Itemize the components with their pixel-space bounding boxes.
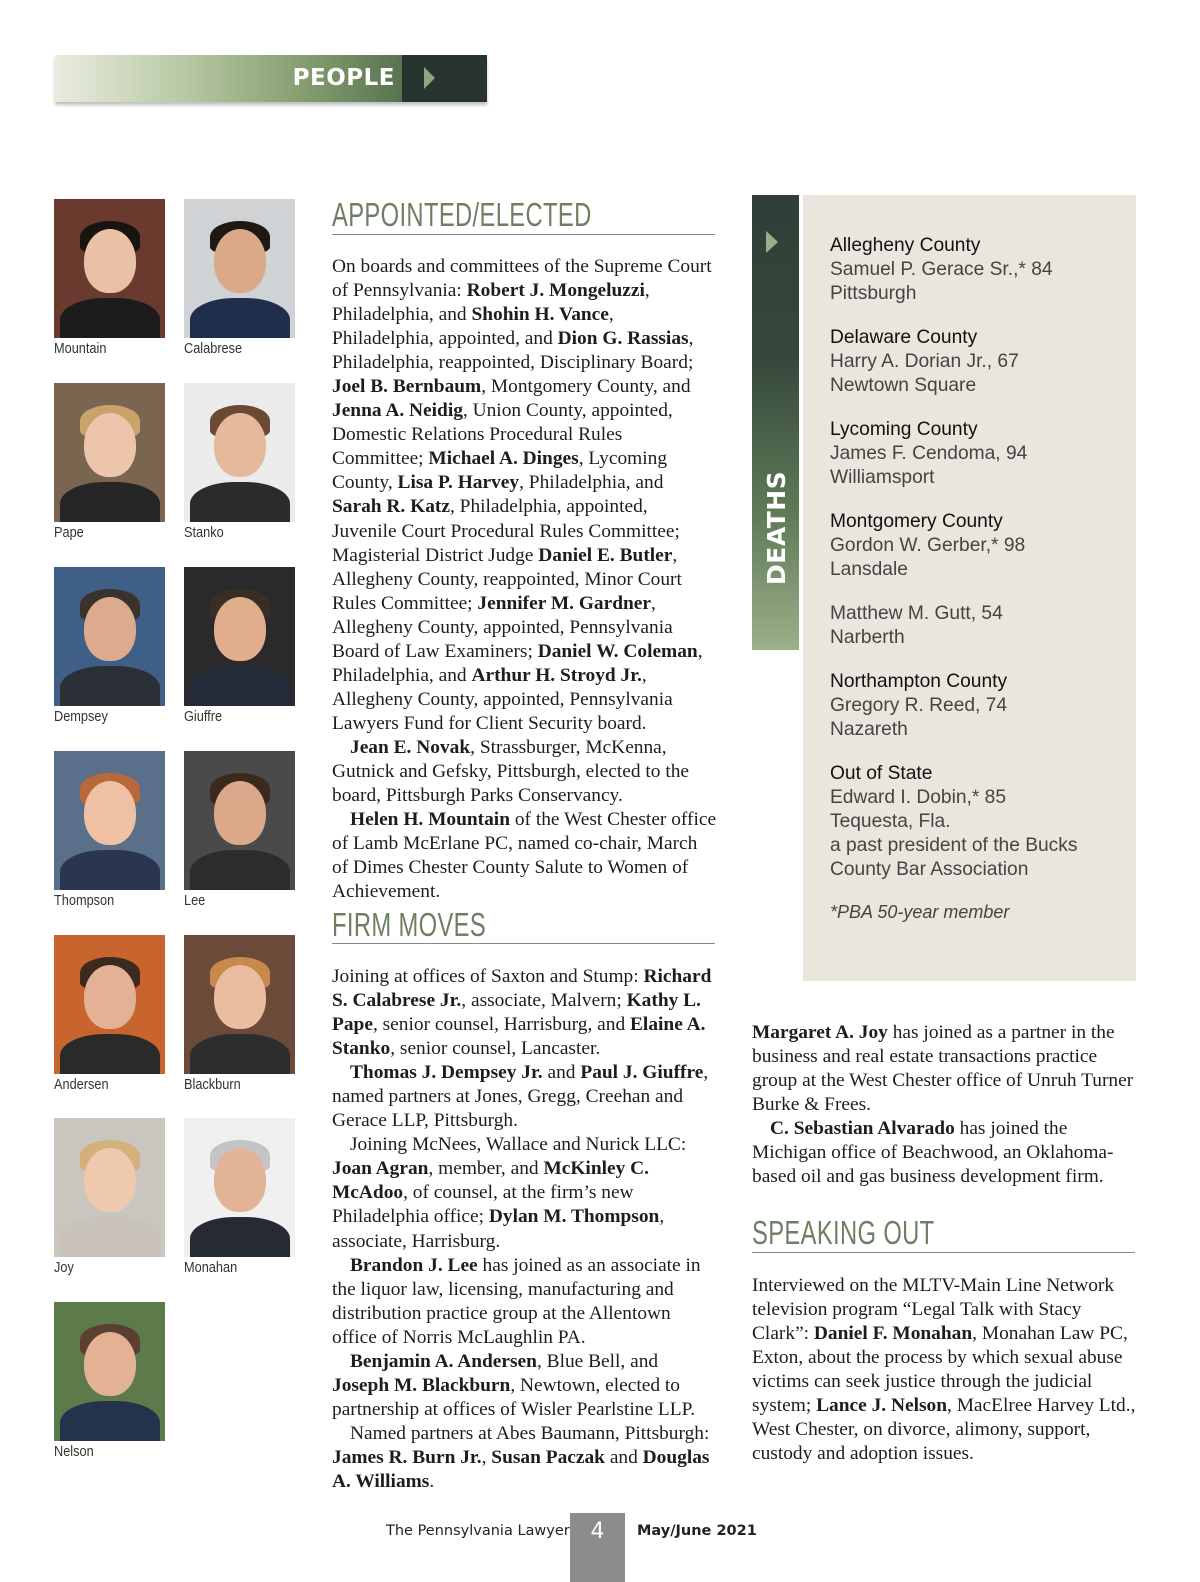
text-run: , Montgomery County, and [481, 376, 691, 398]
photo-body-shape [60, 1217, 160, 1257]
paragraph [332, 1350, 717, 1422]
person-name: Daniel W. Coleman [537, 640, 698, 662]
death-detail: Edward I. Dobin,* 85 [830, 787, 1006, 808]
death-entry [830, 762, 1130, 882]
photo-face-shape [84, 1332, 136, 1396]
headshot-photo [54, 1302, 165, 1441]
photo-caption: Joy [54, 1259, 74, 1276]
play-arrow-icon [766, 231, 778, 253]
section-header-tab [55, 55, 487, 102]
photo-body-shape [60, 666, 160, 706]
person-name: Thomas J. Dempsey Jr. [350, 1062, 543, 1084]
text-run: Named partners at Abes Baumann, Pittsburgh: [350, 1422, 710, 1444]
person-name: Joan Agran [332, 1158, 429, 1180]
headshot-photo [54, 751, 165, 890]
person-name: Dion G. Rassias [557, 328, 689, 350]
text-run: has joined as a partner in the business and real estate transactions practice group at the West Chester office of Unruh Turner Burke & Frees. [752, 1022, 1134, 1116]
photo-caption: Pape [54, 524, 84, 541]
firm-moves-rule [332, 943, 715, 944]
text-run: , Philadelphia, and [519, 472, 664, 494]
text-run: , senior counsel, Harrisburg, and [372, 1014, 630, 1036]
paragraph [332, 1422, 717, 1494]
headshot-photo [54, 567, 165, 706]
person-name: Daniel E. Butler [538, 544, 673, 566]
person-name: Kathy L. Pape [332, 990, 701, 1036]
text-run: , Allegheny County, reappointed, Minor Court Rules Committee; [332, 544, 682, 614]
photo-body-shape [190, 850, 290, 890]
person-name: James R. Burn Jr. [332, 1446, 482, 1468]
text-run: , Allegheny County, appointed, Pennsylvania Lawyers Fund for Client Security board. [332, 664, 673, 734]
person-name: Jean E. Novak [350, 736, 471, 758]
photo-body-shape [60, 298, 160, 338]
death-detail: Harry A. Dorian Jr., 67 [830, 351, 1019, 372]
death-entry [830, 510, 1130, 582]
text-run: , senior counsel, Lancaster. [390, 1038, 601, 1060]
photo-caption: Calabrese [184, 340, 243, 357]
paragraph [332, 1254, 717, 1350]
headshot-photo [184, 935, 295, 1074]
person-name: Daniel F. Monahan [813, 1323, 973, 1345]
text-run: , Philadelphia, appointed, Juvenile Court Procedural Rules Committee; Magisterial District Judge [332, 496, 680, 566]
text-run: has joined the Michigan office of Beachwood, an Oklahoma-based oil and gas business development firm. [752, 1118, 1114, 1188]
section-label: PEOPLE [292, 65, 395, 91]
footer-date: May/June 2021 [637, 1523, 757, 1539]
footer-publication: The Pennsylvania Lawyer [386, 1523, 570, 1539]
photo-face-shape [214, 597, 266, 661]
text-run: , MacElree Harvey Ltd., West Chester, on divorce, alimony, support, custody and adoption issues. [752, 1395, 1136, 1465]
death-detail: a past president of the Bucks County Bar Association [830, 835, 1078, 880]
person-name: Helen H. Mountain [350, 809, 510, 831]
text-run: , [481, 1446, 492, 1468]
death-detail: Williamsport [830, 467, 935, 488]
death-detail: Gregory R. Reed, 74 [830, 695, 1008, 716]
photo-face-shape [84, 781, 136, 845]
text-run: Joining McNees, Wallace and Nurick LLC: [350, 1134, 687, 1156]
header-arrow-box [402, 55, 487, 102]
county-name: Allegheny County [830, 235, 981, 256]
headshot-photo [184, 751, 295, 890]
person-name: Douglas A. Williams [332, 1446, 710, 1492]
page-number: 4 [570, 1513, 625, 1582]
text-run: , Allegheny County, appointed, Pennsylvania Board of Law Examiners; [332, 592, 673, 662]
photo-face-shape [214, 965, 266, 1029]
county-name: Delaware County [830, 327, 978, 348]
photo-caption: Andersen [54, 1076, 109, 1093]
person-name: Brandon J. Lee [350, 1254, 478, 1276]
text-run: , Philadelphia, appointed, and [332, 304, 614, 350]
person-name: Richard S. Calabrese Jr. [332, 966, 712, 1012]
photo-face-shape [84, 965, 136, 1029]
appointed-rule [332, 234, 715, 235]
death-detail: Samuel P. Gerace Sr.,* 84 [830, 259, 1053, 280]
photo-body-shape [60, 850, 160, 890]
photo-face-shape [214, 413, 266, 477]
text-run: , Monahan Law PC, Exton, about the process by which sexual abuse victims can seek justice through the judicial system; [752, 1323, 1128, 1417]
headshot-photo [184, 199, 295, 338]
firm-moves-body [332, 965, 717, 1494]
photo-body-shape [60, 482, 160, 522]
paragraph [332, 808, 717, 904]
photo-caption: Lee [184, 892, 206, 909]
text-run: , Philadelphia, and [332, 640, 703, 686]
death-detail: Lansdale [830, 559, 908, 580]
county-name: Out of State [830, 763, 933, 784]
person-name: Arthur H. Stroyd Jr. [471, 664, 642, 686]
paragraph [332, 736, 717, 808]
person-name: Jennifer M. Gardner [477, 592, 652, 614]
death-detail: Matthew M. Gutt, 54 [830, 603, 1003, 624]
text-run: , associate, Malvern; [461, 990, 627, 1012]
photo-body-shape [190, 1034, 290, 1074]
photo-caption: Stanko [184, 524, 224, 541]
headshot-photo [54, 383, 165, 522]
speaking-out-body [752, 1274, 1140, 1466]
photo-caption: Mountain [54, 340, 107, 357]
person-name: Susan Paczak [491, 1446, 605, 1468]
headshot-photo [54, 935, 165, 1074]
person-name: C. Sebastian Alvarado [770, 1118, 955, 1140]
death-entry [830, 602, 1130, 650]
deaths-label: DEATHS [762, 470, 791, 585]
death-detail: Pittsburgh [830, 283, 917, 304]
speaking-out-rule [752, 1252, 1135, 1253]
paragraph [332, 1133, 717, 1253]
text-run: On boards and committees of the Supreme Court of Pennsylvania: [332, 256, 712, 302]
photo-caption: Thompson [54, 892, 115, 909]
text-run: , associate, Harrisburg. [332, 1206, 665, 1252]
county-name: Montgomery County [830, 511, 1003, 532]
person-name: Elaine A. Stanko [332, 1014, 706, 1060]
text-run: . [429, 1470, 435, 1492]
death-entry [830, 670, 1130, 742]
firm-moves-title: FIRM MOVES [332, 906, 487, 943]
appointed-body [332, 255, 717, 904]
photo-caption: Nelson [54, 1443, 94, 1460]
photo-face-shape [214, 781, 266, 845]
play-arrow-icon [424, 67, 435, 89]
death-detail: Narberth [830, 627, 905, 648]
text-run: Interviewed on the MLTV-Main Line Network television program “Legal Talk with Stacy Clark”: [752, 1275, 1115, 1345]
person-name: Dylan M. Thompson [488, 1206, 660, 1228]
person-name: Sarah R. Katz [332, 496, 450, 518]
photo-caption: Dempsey [54, 708, 108, 725]
death-detail: Nazareth [830, 719, 908, 740]
text-run: , named partners at Jones, Gregg, Creehan and Gerace LLP, Pittsburgh. [332, 1062, 709, 1132]
death-detail: Tequesta, Fla. [830, 811, 951, 832]
pba-member-note: *PBA 50-year member [830, 902, 1010, 922]
text-run: and [604, 1446, 643, 1468]
photo-face-shape [84, 1148, 136, 1212]
text-run: , Philadelphia, reappointed, Disciplinary Board; [332, 328, 694, 374]
person-name: Michael A. Dinges [428, 448, 579, 470]
text-run: has joined as an associate in the liquor law, licensing, manufacturing and distribution practice group at the Allentown office of Norris McLaughlin PA. [332, 1254, 701, 1348]
photo-caption: Blackburn [184, 1076, 241, 1093]
firm-moves-continued-body [752, 1021, 1140, 1189]
text-run: , member, and [428, 1158, 544, 1180]
paragraph [332, 1061, 717, 1133]
death-detail: Gordon W. Gerber,* 98 [830, 535, 1026, 556]
photo-body-shape [190, 666, 290, 706]
person-name: Lisa P. Harvey [397, 472, 520, 494]
person-name: Paul J. Giuffre [580, 1062, 704, 1084]
county-name: Northampton County [830, 671, 1008, 692]
person-name: Margaret A. Joy [752, 1022, 888, 1043]
text-run: , Blue Bell, and [536, 1350, 659, 1372]
headshot-photo [184, 383, 295, 522]
person-name: Joel B. Bernbaum [332, 376, 482, 398]
headshot-photo [184, 1118, 295, 1257]
photo-body-shape [190, 298, 290, 338]
photo-body-shape [190, 1217, 290, 1257]
text-run: of the West Chester office of Lamb McErlane PC, named co-chair, March of Dimes Chester County Salute to Women of Achievement. [332, 809, 717, 903]
text-run: and [542, 1062, 581, 1084]
text-run: , Union County, appointed, Domestic Relations Procedural Rules Committee; [332, 400, 673, 470]
county-name: Lycoming County [830, 419, 978, 440]
photo-caption: Monahan [184, 1259, 238, 1276]
paragraph [332, 965, 717, 1061]
person-name: Robert J. Mongeluzzi [466, 280, 645, 302]
headshot-photo [54, 1118, 165, 1257]
death-detail: James F. Cendoma, 94 [830, 443, 1028, 464]
photo-face-shape [84, 597, 136, 661]
death-entry [830, 418, 1130, 490]
paragraph [752, 1274, 1140, 1466]
person-name: Shohin H. Vance [471, 304, 609, 326]
deaths-list [830, 234, 1130, 923]
text-run: , Newtown, elected to partnership at offices of Wisler Pearlstine LLP. [332, 1374, 696, 1420]
photo-body-shape [190, 482, 290, 522]
paragraph [752, 1117, 1140, 1189]
person-name: Joseph M. Blackburn [332, 1374, 511, 1396]
photo-caption: Giuffre [184, 708, 223, 725]
headshot-photo [184, 567, 295, 706]
deaths-bar [752, 195, 799, 650]
person-name: Benjamin A. Andersen [350, 1350, 537, 1372]
speaking-out-title: SPEAKING OUT [752, 1214, 935, 1251]
headshot-photo [54, 199, 165, 338]
paragraph [332, 255, 717, 736]
death-entry [830, 234, 1130, 306]
photo-body-shape [60, 1034, 160, 1074]
person-name: Jenna A. Neidig [332, 400, 463, 422]
death-detail: Newtown Square [830, 375, 977, 396]
photo-face-shape [214, 229, 266, 293]
text-run: , Lycoming County, [332, 448, 668, 494]
text-run: , Philadelphia, and [332, 280, 650, 326]
photo-face-shape [84, 229, 136, 293]
paragraph [752, 1021, 1140, 1117]
text-run: , Strassburger, McKenna, Gutnick and Gefsky, Pittsburgh, elected to the board, Pittsburgh Parks Conservancy. [332, 736, 690, 807]
text-run: , of counsel, at the firm’s new Philadelphia office; [332, 1182, 634, 1228]
text-run: Joining at offices of Saxton and Stump: [332, 966, 644, 987]
photo-face-shape [84, 413, 136, 477]
person-name: Lance J. Nelson [816, 1395, 947, 1417]
person-name: McKinley C. McAdoo [332, 1158, 649, 1204]
death-entry [830, 326, 1130, 398]
appointed-title: APPOINTED/ELECTED [332, 196, 592, 233]
photo-face-shape [214, 1148, 266, 1212]
photo-body-shape [60, 1401, 160, 1441]
